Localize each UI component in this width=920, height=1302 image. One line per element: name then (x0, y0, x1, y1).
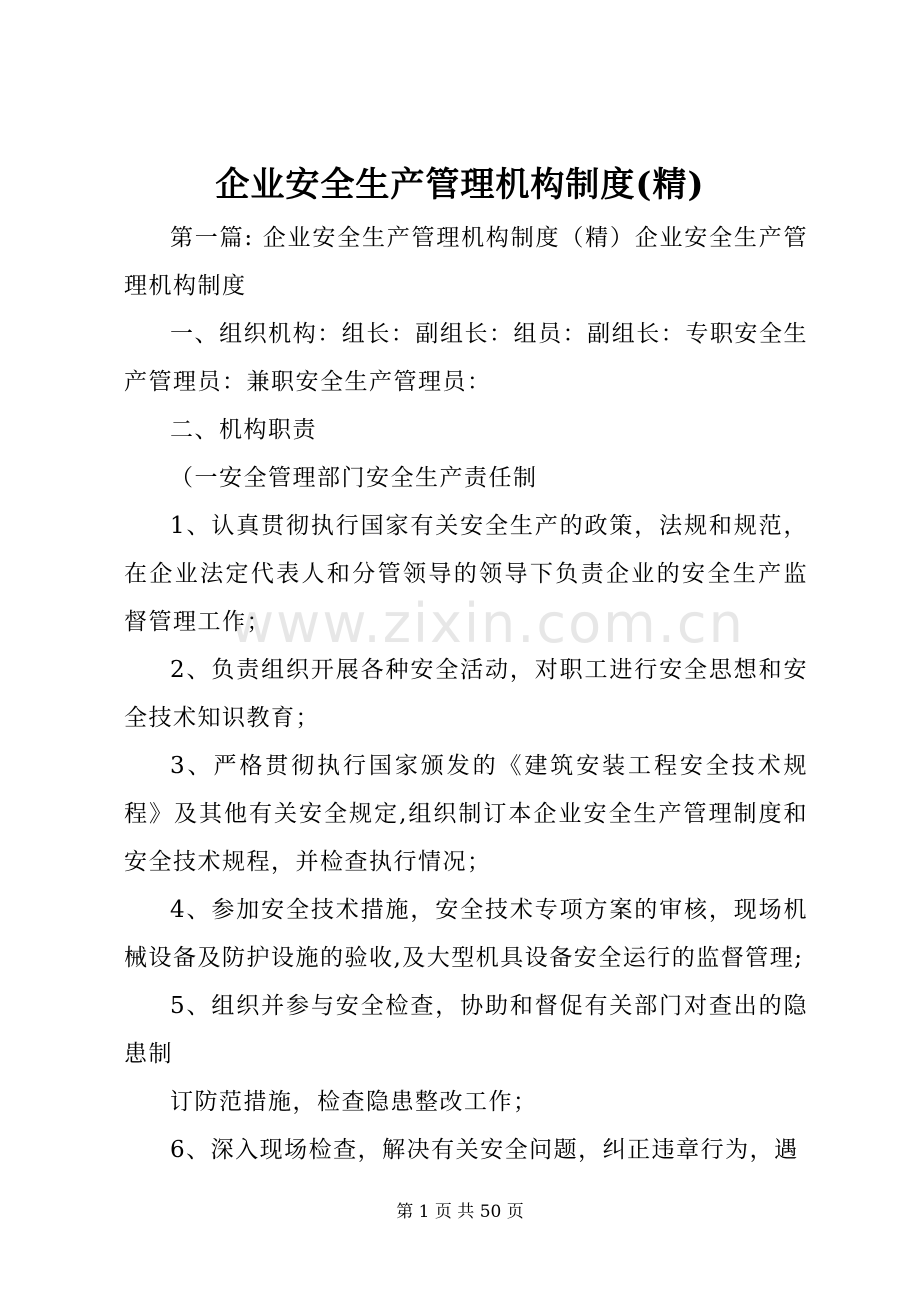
paragraph-3: 二、机构职责 (170, 417, 317, 443)
paragraph-9: 5、组织并参与安全检查，协助和督促有关部门对查出的隐患制 (124, 993, 808, 1067)
paragraph-7: 3、严格贯彻执行国家颁发的《建筑安装工程安全技术规程》及其他有关安全规定,组织制订本企业安全生产管理制度和安全技术规程，并检查执行情况； (124, 753, 808, 875)
paragraph-1: 第一篇: 企业安全生产管理机构制度（精）企业安全生产管理机构制度 (124, 225, 808, 299)
paragraph-2: 一、组织机构：组长：副组长：组员：副组长：专职安全生产管理员：兼职安全生产管理员： (124, 321, 808, 395)
paragraph-8: 4、参加安全技术措施，安全技术专项方案的审核，现场机械设备及防护设施的验收,及大型机具设备安全运行的监督管理; (124, 897, 808, 971)
document-title: 企业安全生产管理机构制度(精) (215, 165, 705, 205)
watermark: www.zixin.com.cn (230, 592, 745, 655)
page-footer: 第 1 页 共 50 页 (396, 1202, 524, 1222)
paragraph-10: 订防范措施，检查隐患整改工作； (170, 1089, 538, 1115)
paragraph-4: （一安全管理部门安全生产责任制 (170, 465, 538, 491)
paragraph-11: 6、深入现场检查，解决有关安全问题，纠正违章行为，遇 (170, 1137, 799, 1163)
paragraph-6: 2、负责组织开展各种安全活动，对职工进行安全思想和安全技术知识教育； (124, 657, 808, 731)
paragraph-5: 1、认真贯彻执行国家有关安全生产的政策，法规和规范，在企业法定代表人和分管领导的领导下负责企业的安全生产监督管理工作； (124, 513, 808, 635)
document-body (124, 214, 808, 1174)
